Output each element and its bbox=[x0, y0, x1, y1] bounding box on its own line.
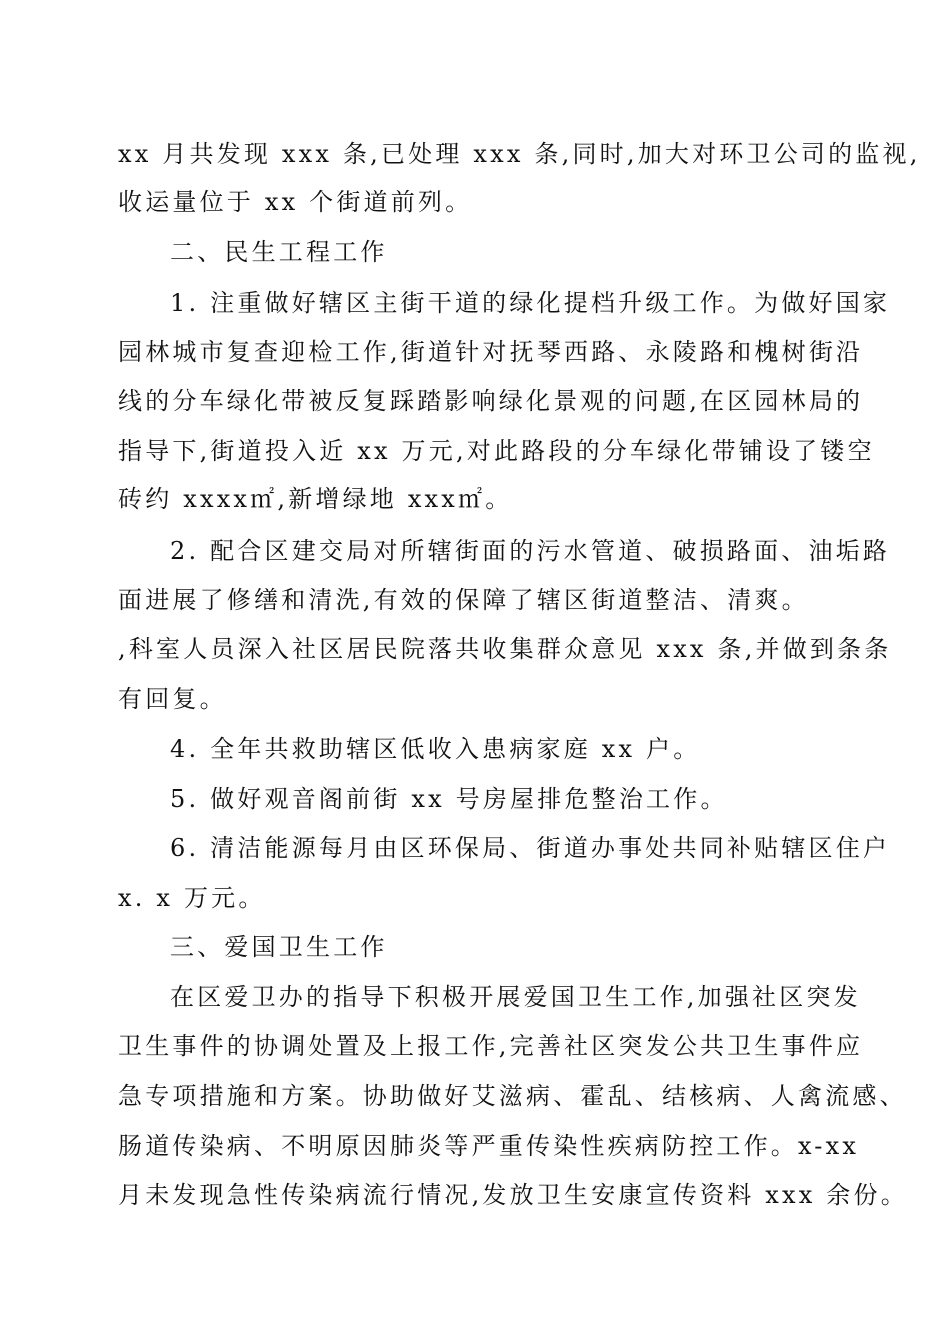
text-line: 1. 注重做好辖区主街干道的绿化提档升级工作。为做好国家 bbox=[170, 289, 891, 317]
text-line: xx 月共发现 xxx 条,已处理 xxx 条,同时,加大对环卫公司的监视, bbox=[118, 140, 921, 168]
text-line: 园林城市复查迎检工作,街道针对抚琴西路、永陵路和槐树街沿 bbox=[118, 338, 864, 366]
text-line: ,科室人员深入社区居民院落共收集群众意见 xxx 条,并做到条条 bbox=[118, 635, 892, 663]
text-line: x. x 万元。 bbox=[118, 884, 266, 912]
text-line: 指导下,街道投入近 xx 万元,对此路段的分车绿化带铺设了镂空 bbox=[118, 437, 875, 465]
text-line: 线的分车绿化带被反复踩踏影响绿化景观的问题,在区园林局的 bbox=[118, 387, 864, 415]
text-line: 4. 全年共救助辖区低收入患病家庭 xx 户。 bbox=[170, 735, 701, 763]
text-line: 5. 做好观音阁前街 xx 号房屋排危整治工作。 bbox=[170, 785, 728, 813]
text-line: 有回复。 bbox=[118, 685, 227, 713]
section-heading: 三、爱国卫生工作 bbox=[170, 933, 388, 961]
text-line: 卫生事件的协调处置及上报工作,完善社区突发公共卫生事件应 bbox=[118, 1032, 864, 1060]
section-heading: 二、民生工程工作 bbox=[170, 238, 388, 266]
text-line: 6. 清洁能源每月由区环保局、街道办事处共同补贴辖区住户 bbox=[170, 834, 891, 862]
text-line: 2. 配合区建交局对所辖街面的污水管道、破损路面、油垢路 bbox=[170, 537, 891, 565]
text-line: 肠道传染病、不明原因肺炎等严重传染性疾病防控工作。x-xx bbox=[118, 1132, 860, 1160]
text-line: 在区爱卫办的指导下积极开展爱国卫生工作,加强社区突发 bbox=[170, 983, 861, 1011]
text-line: 月未发现急性传染病流行情况,发放卫生安康宣传资料 xxx 余份。 bbox=[118, 1181, 908, 1209]
text-line: 急专项措施和方案。协助做好艾滋病、霍乱、结核病、人禽流感、 bbox=[118, 1082, 907, 1110]
text-line: 面进展了修缮和清洗,有效的保障了辖区街道整洁、清爽。 bbox=[118, 586, 809, 614]
text-line: 砖约 xxxx㎡,新增绿地 xxx㎡。 bbox=[118, 485, 513, 513]
text-line: 收运量位于 xx 个街道前列。 bbox=[118, 188, 473, 216]
